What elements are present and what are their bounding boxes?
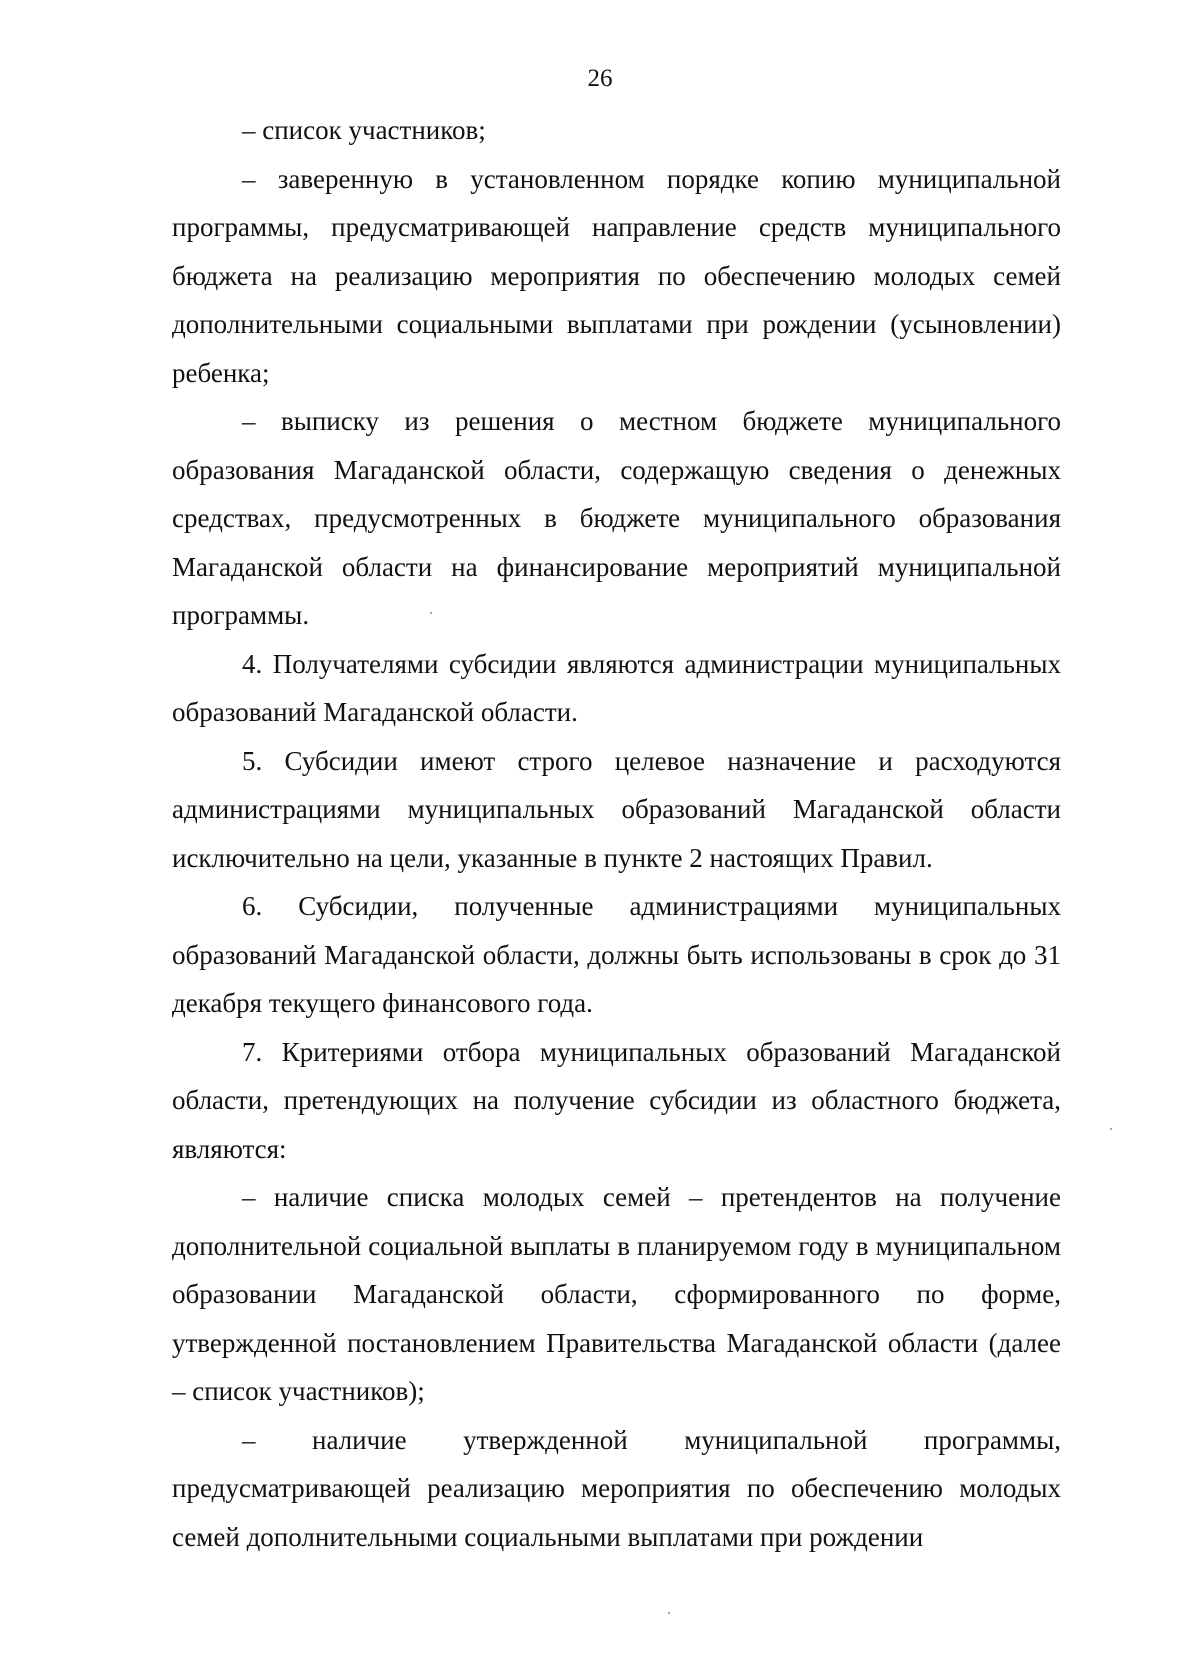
document-body xyxy=(172,106,1061,1561)
paragraph-criterion-program: – наличие утвержденной муниципальной программы, предусматривающей реализацию мероприятия по обеспечению молодых семей дополнительными социальными выплатами при рождении xyxy=(172,1424,1061,1552)
paragraph-item-7: 7. Критериями отбора муниципальных образований Магаданской области, претендующих на получение субсидии из областного бюджета, являются: xyxy=(172,1036,1061,1164)
paragraph-item-5: 5. Субсидии имеют строго целевое назначение и расходуются администрациями муниципальных образований Магаданской области исключительно на цели, указанные в пункте 2 настоящих Правил. xyxy=(172,745,1061,873)
paragraph-participants-list: – список участников; xyxy=(242,115,486,145)
paragraph-budget-extract: – выписку из решения о местном бюджете муниципального образования Магаданской области, содержащую сведения о денежных средствах, предусмотренных в бюджете муниципального образования Магаданской области на финансирование мероприятий муниципальной программы. xyxy=(172,406,1061,630)
scan-speck xyxy=(1110,1128,1112,1130)
scan-speck xyxy=(668,1612,670,1614)
paragraph-criterion-list: – наличие списка молодых семей – претендентов на получение дополнительной социальной выплаты в планируемом году в муниципальном образовании Магаданской области, сформированного по форме, утвержденной постановлением Правительства Магаданской области (далее – список участников); xyxy=(172,1182,1061,1406)
paragraph-program-copy: – заверенную в установленном порядке копию муниципальной программы, предусматривающей направление средств муниципального бюджета на реализацию мероприятия по обеспечению молодых семей дополнительными социальными выплатами при рождении (усыновлении) ребенка; xyxy=(172,163,1061,388)
page-number: 26 xyxy=(587,65,613,92)
paragraph-item-4: 4. Получателями субсидии являются администрации муниципальных образований Магаданской области. xyxy=(172,648,1061,727)
paragraph-item-6: 6. Субсидии, полученные администрациями муниципальных образований Магаданской области, должны быть использованы в срок до 31 декабря текущего финансового года. xyxy=(172,891,1061,1018)
scan-speck xyxy=(430,612,432,614)
